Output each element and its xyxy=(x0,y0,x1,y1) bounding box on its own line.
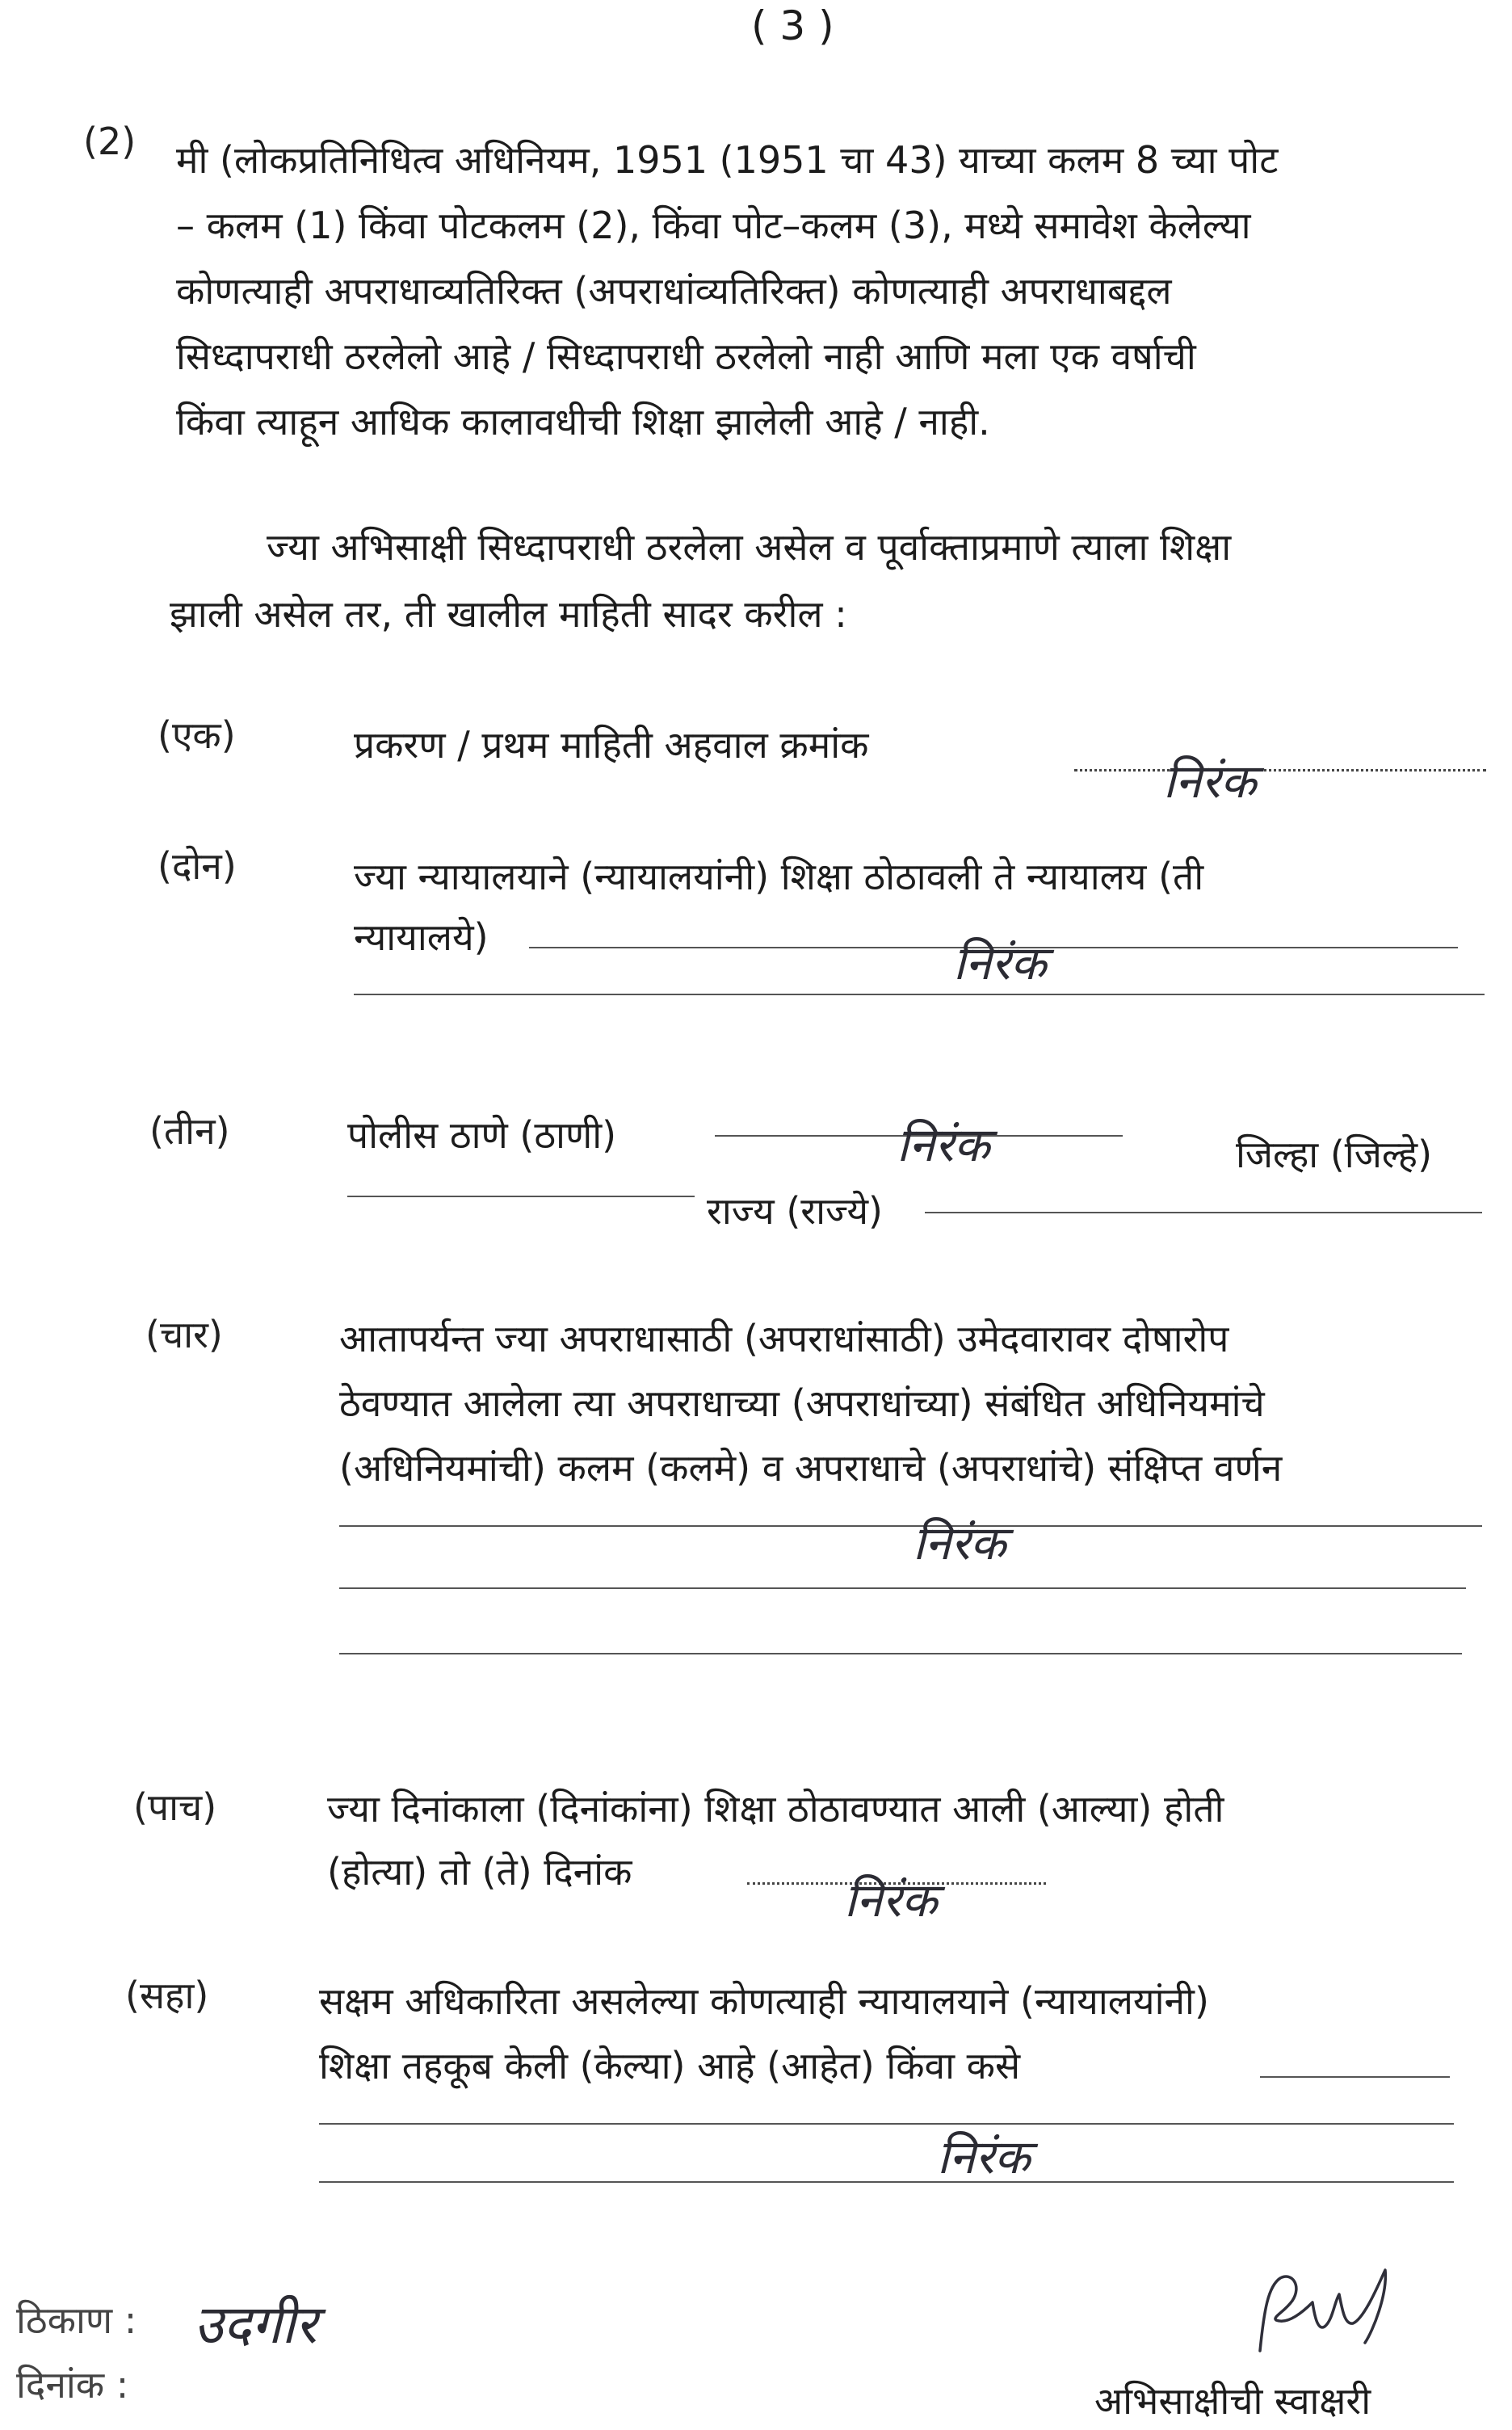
item-label: (तीन) xyxy=(149,1109,230,1153)
item-text: जिल्हा (जिल्हे) xyxy=(1236,1133,1433,1176)
item-label: (सहा) xyxy=(125,1974,209,2017)
item-label: (चार) xyxy=(145,1313,223,1356)
signature-label: अभिसाक्षीची स्वाक्षरी xyxy=(1094,2379,1371,2423)
item-text-line: ज्या दिनांकाला (दिनांकांना) शिक्षा ठोठावण्यात आली (आल्या) होती xyxy=(327,1787,1224,1831)
item-text-line: ज्या न्यायालयाने (न्यायालयांनी) शिक्षा ठोठावली ते न्यायालय (ती xyxy=(354,855,1204,898)
handwritten-answer: निरंक xyxy=(913,1516,1006,1570)
handwritten-answer: निरंक xyxy=(1163,754,1257,809)
section-2-line: सिध्दापराधी ठरलेलो आहे / सिध्दापराधी ठरलेलो नाही आणि मला एक वर्षाची xyxy=(176,334,1196,378)
section-2-line: – कलम (1) किंवा पोटकलम (2), किंवा पोट–कलम (3), मध्ये समावेश केलेल्या xyxy=(176,204,1251,247)
answer-line xyxy=(339,1525,1482,1527)
place-label: ठिकाण : xyxy=(16,2298,137,2342)
item-text-line: (अधिनियमांची) कलम (कलमे) व अपराधाचे (अपराधांचे) संक्षिप्त वर्णन xyxy=(339,1446,1283,1490)
item-label: (एक) xyxy=(158,713,236,757)
section-2-paragraph xyxy=(176,128,1509,455)
page-number: ( 3 ) xyxy=(751,2,834,49)
answer-line xyxy=(339,1587,1466,1589)
date-label: दिनांक : xyxy=(16,2363,129,2407)
item-text: प्रकरण / प्रथम माहिती अहवाल क्रमांक xyxy=(354,723,869,767)
section-2-line: कोणत्याही अपराधाव्यतिरिक्त (अपराधांव्यतिरिक्त) कोणत्याही अपराधाबद्दल xyxy=(176,269,1172,313)
answer-line xyxy=(347,1196,695,1197)
item-text-line: आतापर्यन्त ज्या अपराधासाठी (अपराधांसाठी) उमेदवारावर दोषारोप xyxy=(339,1317,1229,1360)
answer-line xyxy=(339,1653,1462,1654)
handwritten-answer: निरंक xyxy=(937,2129,1031,2184)
item-label: (पाच) xyxy=(133,1785,217,1829)
signature-image xyxy=(1244,2254,1422,2375)
answer-line xyxy=(319,2123,1454,2125)
item-text-line: ठेवण्यात आलेला त्या अपराधाच्या (अपराधांच्या) संबंधित अधिनियमांचे xyxy=(339,1381,1265,1425)
section-number: (2) xyxy=(83,120,136,163)
section-2-line: मी (लोकप्रतिनिधित्व अधिनियम, 1951 (1951 चा 43) याच्या कलम 8 च्या पोट xyxy=(176,138,1279,182)
answer-line xyxy=(925,1212,1482,1213)
intro-line: झाली असेल तर, ती खालील माहिती सादर करील : xyxy=(170,592,847,636)
handwritten-answer: निरंक xyxy=(953,935,1047,990)
intro-line: ज्या अभिसाक्षी सिध्दापराधी ठरलेला असेल व पूर्वाक्ताप्रमाणे त्याला शिक्षा xyxy=(267,525,1232,569)
section-2-line: किंवा त्याहून आधिक कालावधीची शिक्षा झालेली आहे / नाही. xyxy=(176,400,990,444)
answer-line xyxy=(1260,2076,1450,2078)
handwritten-answer: निरंक xyxy=(897,1117,990,1172)
item-text: राज्य (राज्ये) xyxy=(707,1189,883,1233)
handwritten-place: उदगीर xyxy=(194,2293,317,2356)
item-text-line: (होत्या) तो (ते) दिनांक xyxy=(327,1850,632,1894)
item-text-line: शिक्षा तहकूब केली (केल्या) आहे (आहेत) किंवा कसे xyxy=(319,2044,1021,2087)
handwritten-answer: निरंक xyxy=(844,1873,938,1928)
answer-line xyxy=(319,2181,1454,2183)
item-label: (दोन) xyxy=(158,844,237,888)
item-text-line: न्यायालये) xyxy=(354,915,489,959)
item-text: पोलीस ठाणे (ठाणी) xyxy=(347,1113,617,1157)
item-text-line: सक्षम अधिकारिता असलेल्या कोणत्याही न्यायालयाने (न्यायालयांनी) xyxy=(319,1979,1209,2023)
answer-line xyxy=(354,994,1485,995)
answer-dotted-line xyxy=(1074,769,1486,771)
